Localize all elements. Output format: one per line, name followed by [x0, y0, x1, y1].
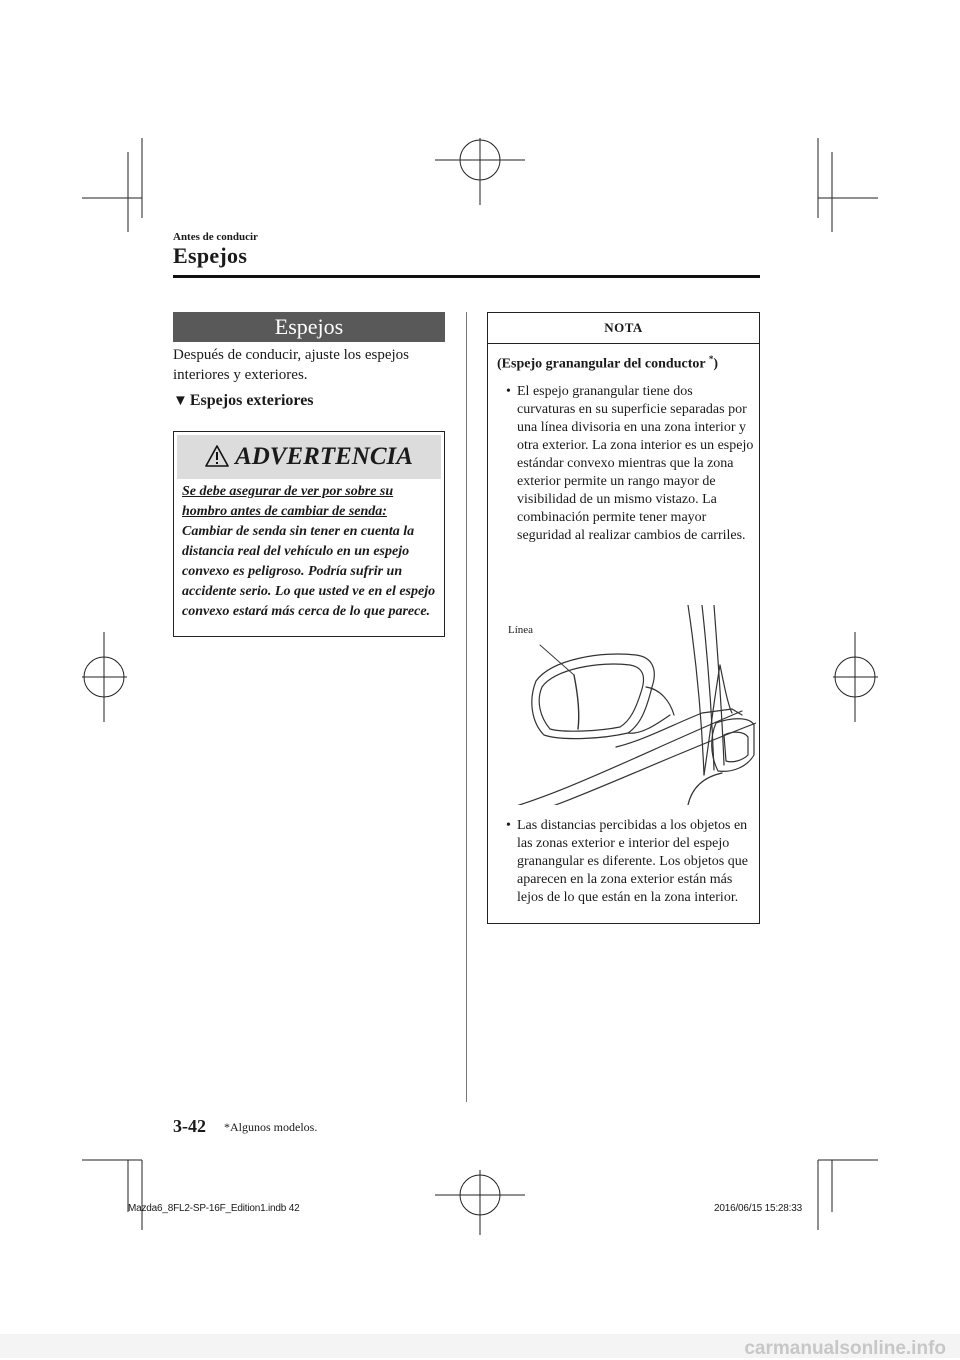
list-item-text: Las distancias percibidas a los objetos en las zonas exterior e interior del espejo granangular es diferente. Los objetos que aparecen en la zona exterior están más lejos de lo que están en la zona interior. — [517, 818, 748, 905]
print-timestamp: 2016/06/15 15:28:33 — [714, 1203, 802, 1214]
warning-box — [173, 431, 445, 637]
list-item — [506, 383, 754, 545]
asterisk-mark: * — [708, 354, 714, 364]
warning-header — [177, 435, 441, 479]
triangle-down-icon: ▼ — [173, 393, 188, 409]
illustration-label-linea: Línea — [508, 624, 534, 636]
warning-title: ADVERTENCIA — [235, 443, 413, 470]
note-box — [487, 312, 760, 924]
section-label: Antes de conducir — [173, 231, 258, 243]
list-item-text: El espejo granangular tiene dos curvaturas en su superficie separadas por una línea divisoria en una zona interior y otra exterior. La zona interior es un espejo estándar convexo mientras que la zona exterior permite un rango mayor de visibilidad de un mismo vistazo. La combinación permite tener mayor seguridad al realizar cambios de carriles. — [517, 384, 754, 543]
watermark-text: carmanualsonline.info — [744, 1338, 946, 1359]
note-label: NOTA — [488, 313, 759, 344]
intro-paragraph: Después de conducir, ajuste los espejos interiores y exteriores. — [173, 347, 410, 383]
warning-underlined-text: Se debe asegurar de ver por sobre su hombro antes de cambiar de senda: — [182, 484, 394, 519]
page-number: 3-42 — [173, 1116, 206, 1136]
warning-text: Cambiar de senda sin tener en cuenta la distancia real del vehículo en un espejo convexo es peligroso. Podría sufrir un accidente serio. Lo que usted ve en el espejo convexo estará más cerca de lo que parece. — [182, 524, 436, 619]
page-heading: Espejos — [173, 243, 248, 268]
footnote: *Algunos modelos. — [224, 1120, 318, 1134]
bullet-icon: • — [506, 818, 511, 833]
subheading-text: Espejos exteriores — [189, 392, 314, 409]
heading-rule — [173, 275, 760, 278]
subheading-exterior-mirrors — [173, 392, 314, 410]
print-file-info: Mazda6_8FL2-SP-16F_Edition1.indb 42 — [128, 1203, 300, 1214]
note-subheading: (Espejo granangular del conductor *) — [497, 354, 719, 372]
topic-title-bar: Espejos — [173, 312, 445, 342]
column-divider — [466, 312, 467, 1102]
warning-body — [182, 482, 440, 622]
warning-triangle-icon — [205, 445, 229, 467]
list-item — [506, 817, 754, 907]
bullet-icon: • — [506, 384, 511, 399]
